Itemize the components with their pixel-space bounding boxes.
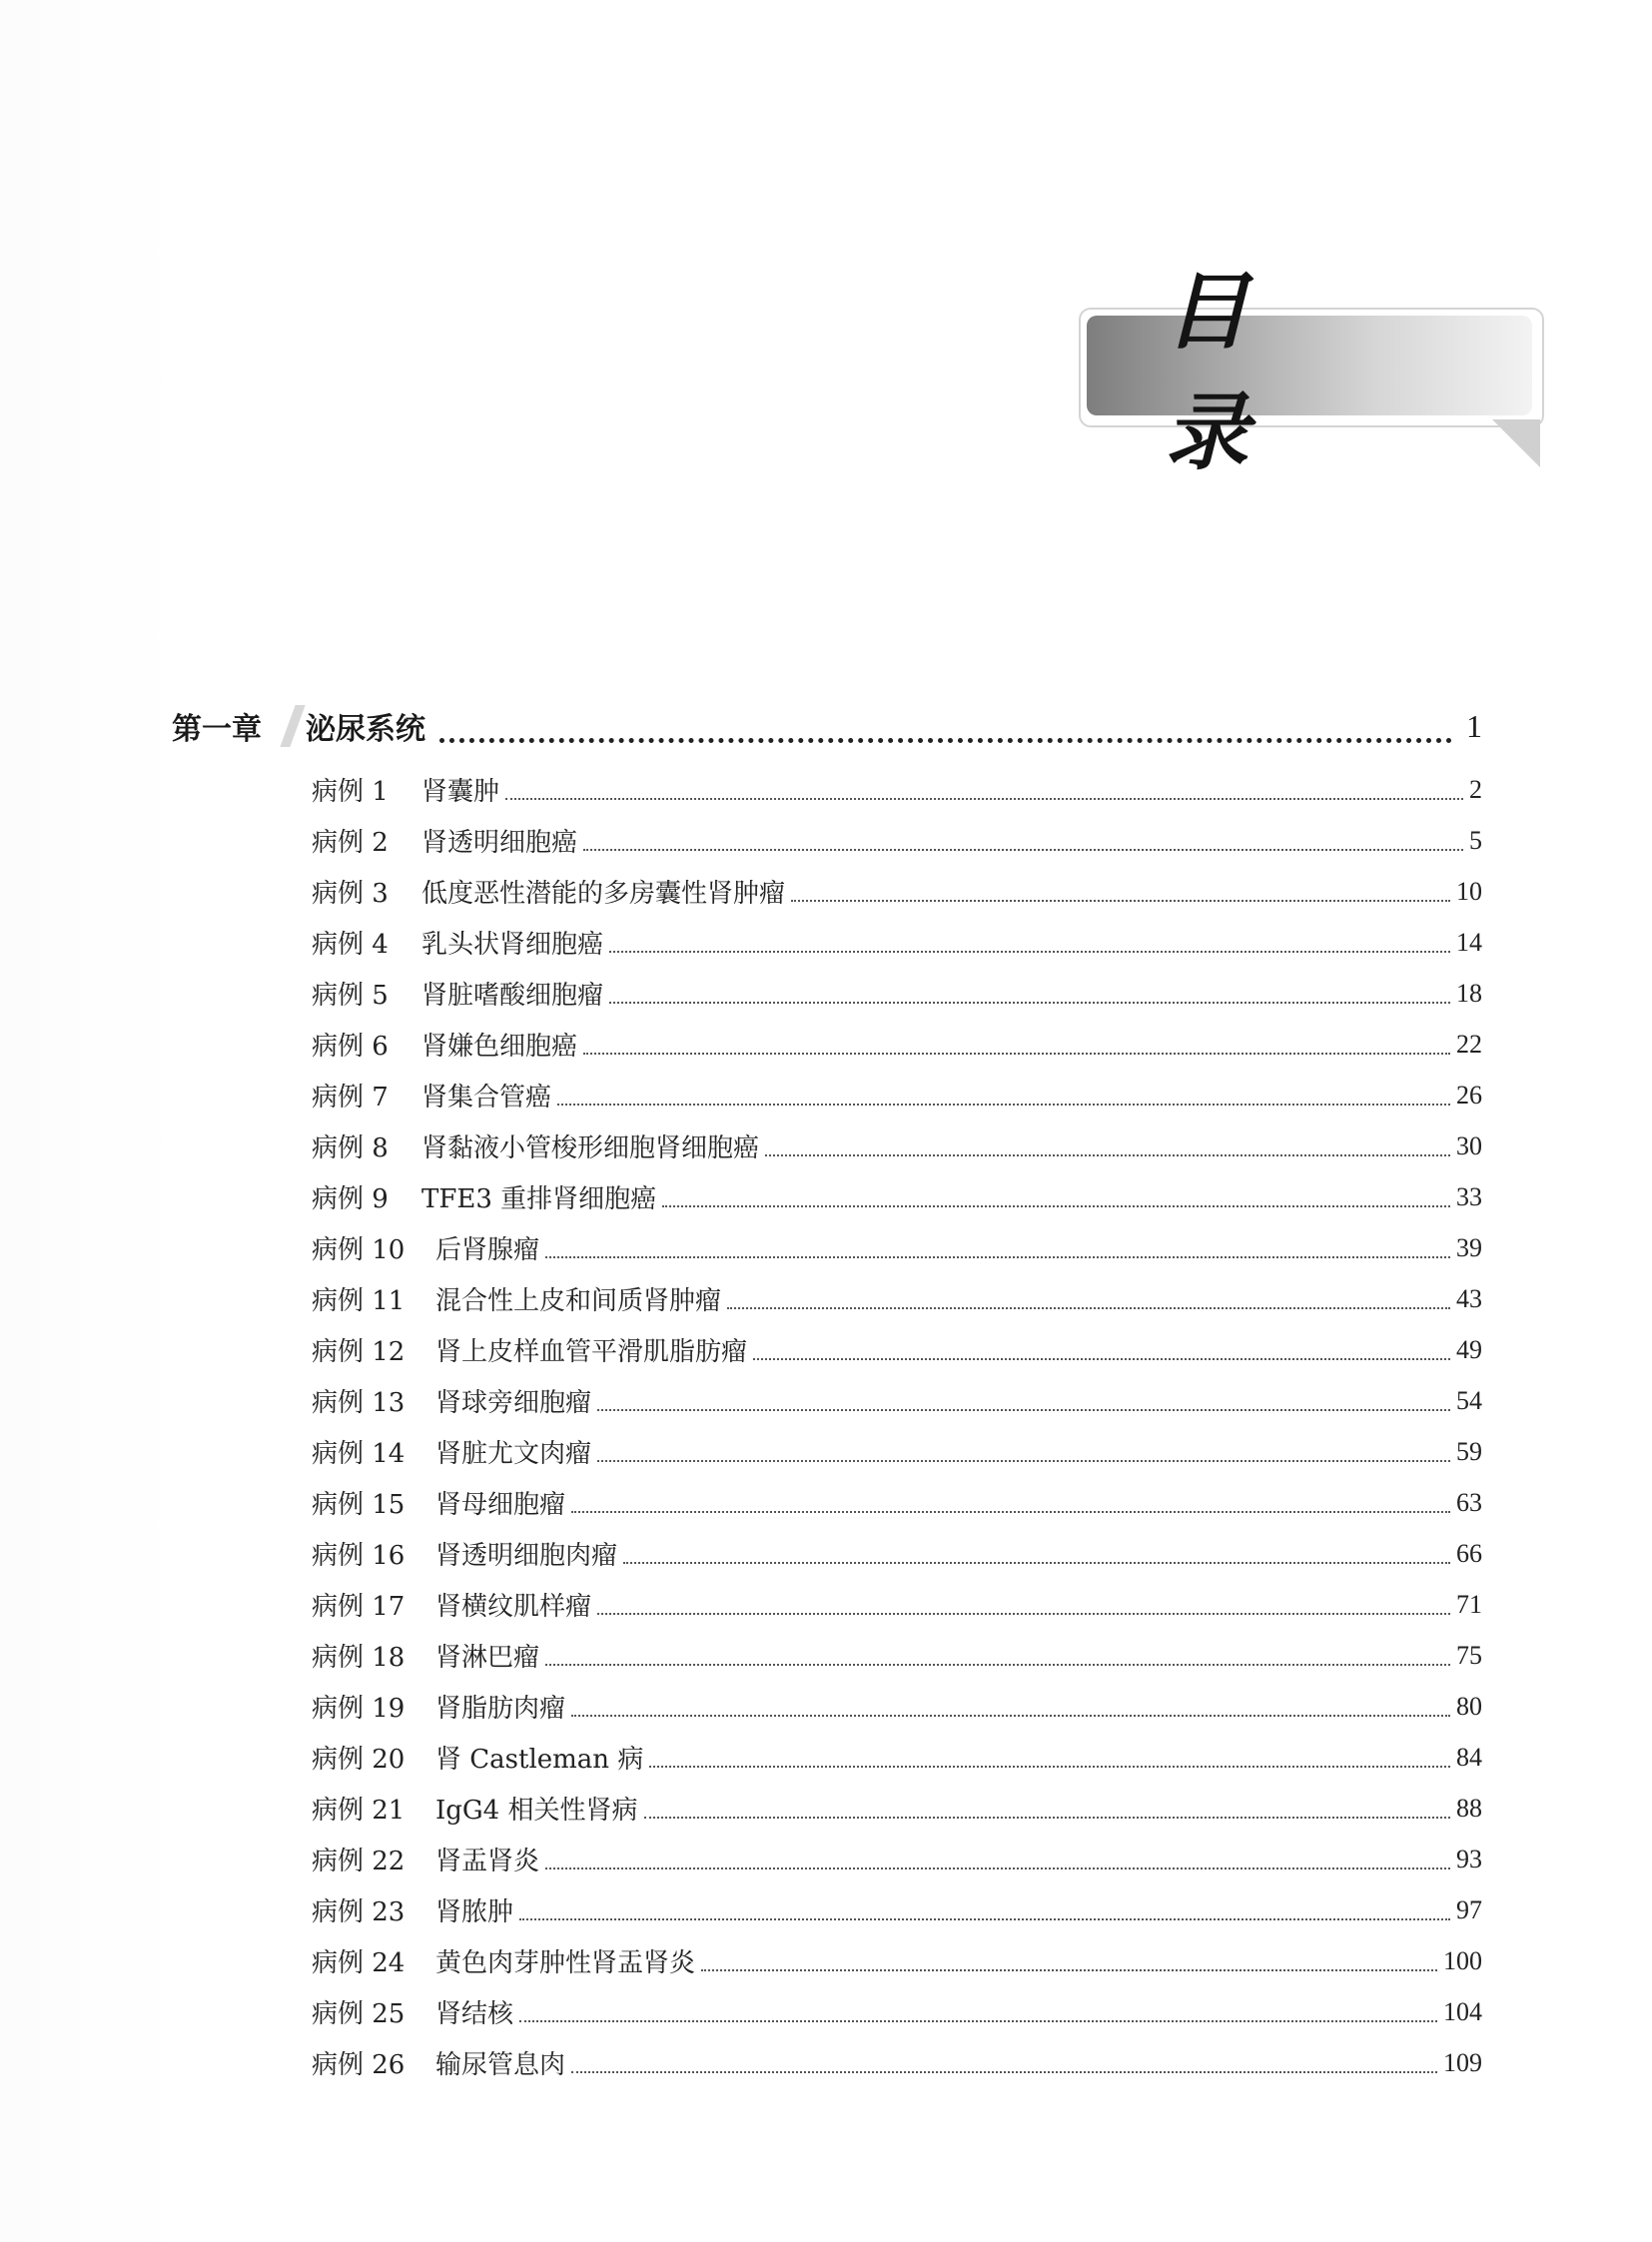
case-label: 病例 16: [312, 1541, 406, 1571]
toc-entry[interactable]: [312, 1528, 1482, 1579]
case-title: 肾嫌色细胞癌: [421, 1032, 578, 1062]
dot-leader: [662, 1187, 1450, 1207]
case-label: 病例 17: [312, 1592, 406, 1622]
case-label: 病例 13: [312, 1388, 406, 1418]
toc-entry[interactable]: [312, 1834, 1482, 1884]
case-page-number: 54: [1456, 1385, 1482, 1415]
case-page-number: 104: [1443, 1996, 1482, 2026]
toc-entry[interactable]: [312, 1579, 1482, 1630]
toc-entry[interactable]: [312, 1477, 1482, 1528]
case-label: 病例 11: [312, 1286, 406, 1316]
case-title: 肾囊肿: [421, 777, 500, 807]
case-page-number: 97: [1456, 1894, 1482, 1924]
case-title: 肾 Castleman 病: [435, 1745, 644, 1775]
case-title: 肾盂肾炎: [435, 1847, 540, 1876]
dot-leader: [583, 1035, 1450, 1055]
case-page-number: 26: [1456, 1080, 1482, 1110]
toc-entry[interactable]: [312, 866, 1482, 917]
dot-leader: [597, 1595, 1450, 1615]
dot-leader: [439, 710, 1452, 743]
dot-leader: [597, 1442, 1450, 1462]
case-title: 肾透明细胞癌: [421, 828, 578, 858]
case-page-number: 93: [1456, 1844, 1482, 1873]
toc-entry[interactable]: [312, 1375, 1482, 1426]
case-page-number: 88: [1456, 1793, 1482, 1823]
case-label: 病例 8: [312, 1133, 389, 1163]
dot-leader: [649, 1748, 1450, 1768]
dot-leader: [545, 1238, 1450, 1258]
chapter-number: 第一章: [172, 712, 262, 747]
case-title: 肾透明细胞肉瘤: [435, 1541, 618, 1571]
toc-entry[interactable]: [312, 1681, 1482, 1732]
dot-leader: [644, 1799, 1451, 1819]
toc-entry[interactable]: [312, 1324, 1482, 1375]
dot-leader: [623, 1544, 1450, 1564]
case-page-number: 59: [1456, 1436, 1482, 1466]
case-title: 低度恶性潜能的多房囊性肾肿瘤: [421, 879, 786, 909]
case-page-number: 75: [1456, 1640, 1482, 1670]
case-title: 肾上皮样血管平滑肌脂肪瘤: [435, 1337, 748, 1367]
case-page-number: 10: [1456, 876, 1482, 906]
case-title: 肾黏液小管梭形细胞肾细胞癌: [421, 1133, 760, 1163]
chapter-title: 泌尿系统: [306, 712, 425, 747]
dot-leader: [505, 780, 1463, 800]
case-title: 后肾腺瘤: [435, 1235, 540, 1265]
case-title: 混合性上皮和间质肾肿瘤: [435, 1286, 722, 1316]
case-title: 肾球旁细胞瘤: [435, 1388, 592, 1418]
case-label: 病例 4: [312, 930, 389, 960]
case-label: 病例 1: [312, 777, 389, 807]
toc-entry[interactable]: [312, 1426, 1482, 1477]
case-page-number: 43: [1456, 1283, 1482, 1313]
dot-leader: [727, 1289, 1450, 1309]
toc-entry[interactable]: [312, 815, 1482, 866]
case-title: 肾脏尤文肉瘤: [435, 1439, 592, 1469]
case-page-number: 39: [1456, 1232, 1482, 1262]
case-page-number: 5: [1469, 825, 1482, 855]
case-page-number: 30: [1456, 1130, 1482, 1160]
dot-leader: [609, 933, 1450, 953]
case-title: 肾母细胞瘤: [435, 1490, 566, 1520]
case-label: 病例 9: [312, 1184, 389, 1214]
dot-leader: [571, 1697, 1450, 1717]
toc-entry[interactable]: [312, 1783, 1482, 1834]
toc-entry[interactable]: [312, 1732, 1482, 1783]
dot-leader: [597, 1391, 1450, 1411]
page-title: 目 录: [1165, 262, 1369, 481]
page-edge-shade: [0, 0, 180, 2242]
case-page-number: 22: [1456, 1029, 1482, 1059]
dot-leader: [545, 1850, 1450, 1869]
dot-leader: [701, 1951, 1437, 1971]
case-label: 病例 18: [312, 1643, 406, 1673]
case-title: 黄色肉芽肿性肾盂肾炎: [435, 1948, 696, 1978]
dot-leader: [571, 2053, 1437, 2073]
case-title: 肾淋巴瘤: [435, 1643, 540, 1673]
case-label: 病例 25: [312, 1999, 406, 2029]
dot-leader: [557, 1086, 1450, 1106]
dot-leader: [765, 1136, 1450, 1156]
case-label: 病例 24: [312, 1948, 406, 1978]
dot-leader: [791, 882, 1450, 902]
case-label: 病例 22: [312, 1847, 406, 1876]
toc-entry[interactable]: [312, 1884, 1482, 1935]
dot-leader: [571, 1493, 1450, 1513]
case-title: TFE3 重排肾细胞癌: [421, 1184, 657, 1214]
case-label: 病例 19: [312, 1694, 406, 1724]
toc-entry[interactable]: [312, 1273, 1482, 1324]
toc-entry[interactable]: [312, 1630, 1482, 1681]
toc-entry-list: [312, 764, 1482, 2088]
toc-entry[interactable]: [312, 1986, 1482, 2037]
chapter-page-number: 1: [1466, 707, 1482, 744]
case-page-number: 33: [1456, 1181, 1482, 1211]
toc-entry[interactable]: [312, 2037, 1482, 2088]
case-title: IgG4 相关性肾病: [435, 1796, 638, 1826]
chapter-divider: [280, 705, 305, 747]
case-label: 病例 14: [312, 1439, 406, 1469]
case-title: 肾脂肪肉瘤: [435, 1694, 566, 1724]
case-page-number: 49: [1456, 1334, 1482, 1364]
case-page-number: 109: [1443, 2047, 1482, 2077]
case-page-number: 71: [1456, 1589, 1482, 1619]
dot-leader: [519, 1900, 1450, 1920]
case-title: 输尿管息肉: [435, 2050, 566, 2080]
case-label: 病例 26: [312, 2050, 406, 2080]
case-page-number: 18: [1456, 978, 1482, 1008]
toc-entry[interactable]: [312, 1019, 1482, 1070]
case-label: 病例 15: [312, 1490, 406, 1520]
chapter-entry[interactable]: [172, 699, 1482, 753]
case-title: 肾脏嗜酸细胞瘤: [421, 981, 604, 1011]
dot-leader: [545, 1646, 1450, 1666]
case-page-number: 80: [1456, 1691, 1482, 1721]
toc-entry[interactable]: [312, 1070, 1482, 1121]
case-title: 肾脓肿: [435, 1897, 514, 1927]
dot-leader: [519, 2002, 1437, 2022]
case-page-number: 14: [1456, 927, 1482, 957]
case-label: 病例 7: [312, 1083, 389, 1113]
case-page-number: 63: [1456, 1487, 1482, 1517]
case-label: 病例 21: [312, 1796, 406, 1826]
toc-entry[interactable]: [312, 764, 1482, 815]
case-title: 肾结核: [435, 1999, 514, 2029]
case-label: 病例 5: [312, 981, 389, 1011]
case-title: 肾横纹肌样瘤: [435, 1592, 592, 1622]
dot-leader: [583, 831, 1463, 851]
toc-entry[interactable]: [312, 968, 1482, 1019]
case-title: 肾集合管癌: [421, 1083, 552, 1113]
case-label: 病例 12: [312, 1337, 406, 1367]
case-label: 病例 2: [312, 828, 389, 858]
case-page-number: 2: [1469, 774, 1482, 804]
case-label: 病例 6: [312, 1032, 389, 1062]
toc-entry[interactable]: [312, 1222, 1482, 1273]
toc-entry[interactable]: [312, 917, 1482, 968]
dot-leader: [609, 984, 1450, 1004]
case-page-number: 66: [1456, 1538, 1482, 1568]
case-label: 病例 10: [312, 1235, 406, 1265]
case-label: 病例 23: [312, 1897, 406, 1927]
case-label: 病例 3: [312, 879, 389, 909]
toc-entry[interactable]: [312, 1121, 1482, 1171]
case-label: 病例 20: [312, 1745, 406, 1775]
case-page-number: 84: [1456, 1742, 1482, 1772]
case-page-number: 100: [1443, 1945, 1482, 1975]
dot-leader: [753, 1340, 1450, 1360]
toc-entry[interactable]: [312, 1171, 1482, 1222]
toc-entry[interactable]: [312, 1935, 1482, 1986]
case-title: 乳头状肾细胞癌: [421, 930, 604, 960]
